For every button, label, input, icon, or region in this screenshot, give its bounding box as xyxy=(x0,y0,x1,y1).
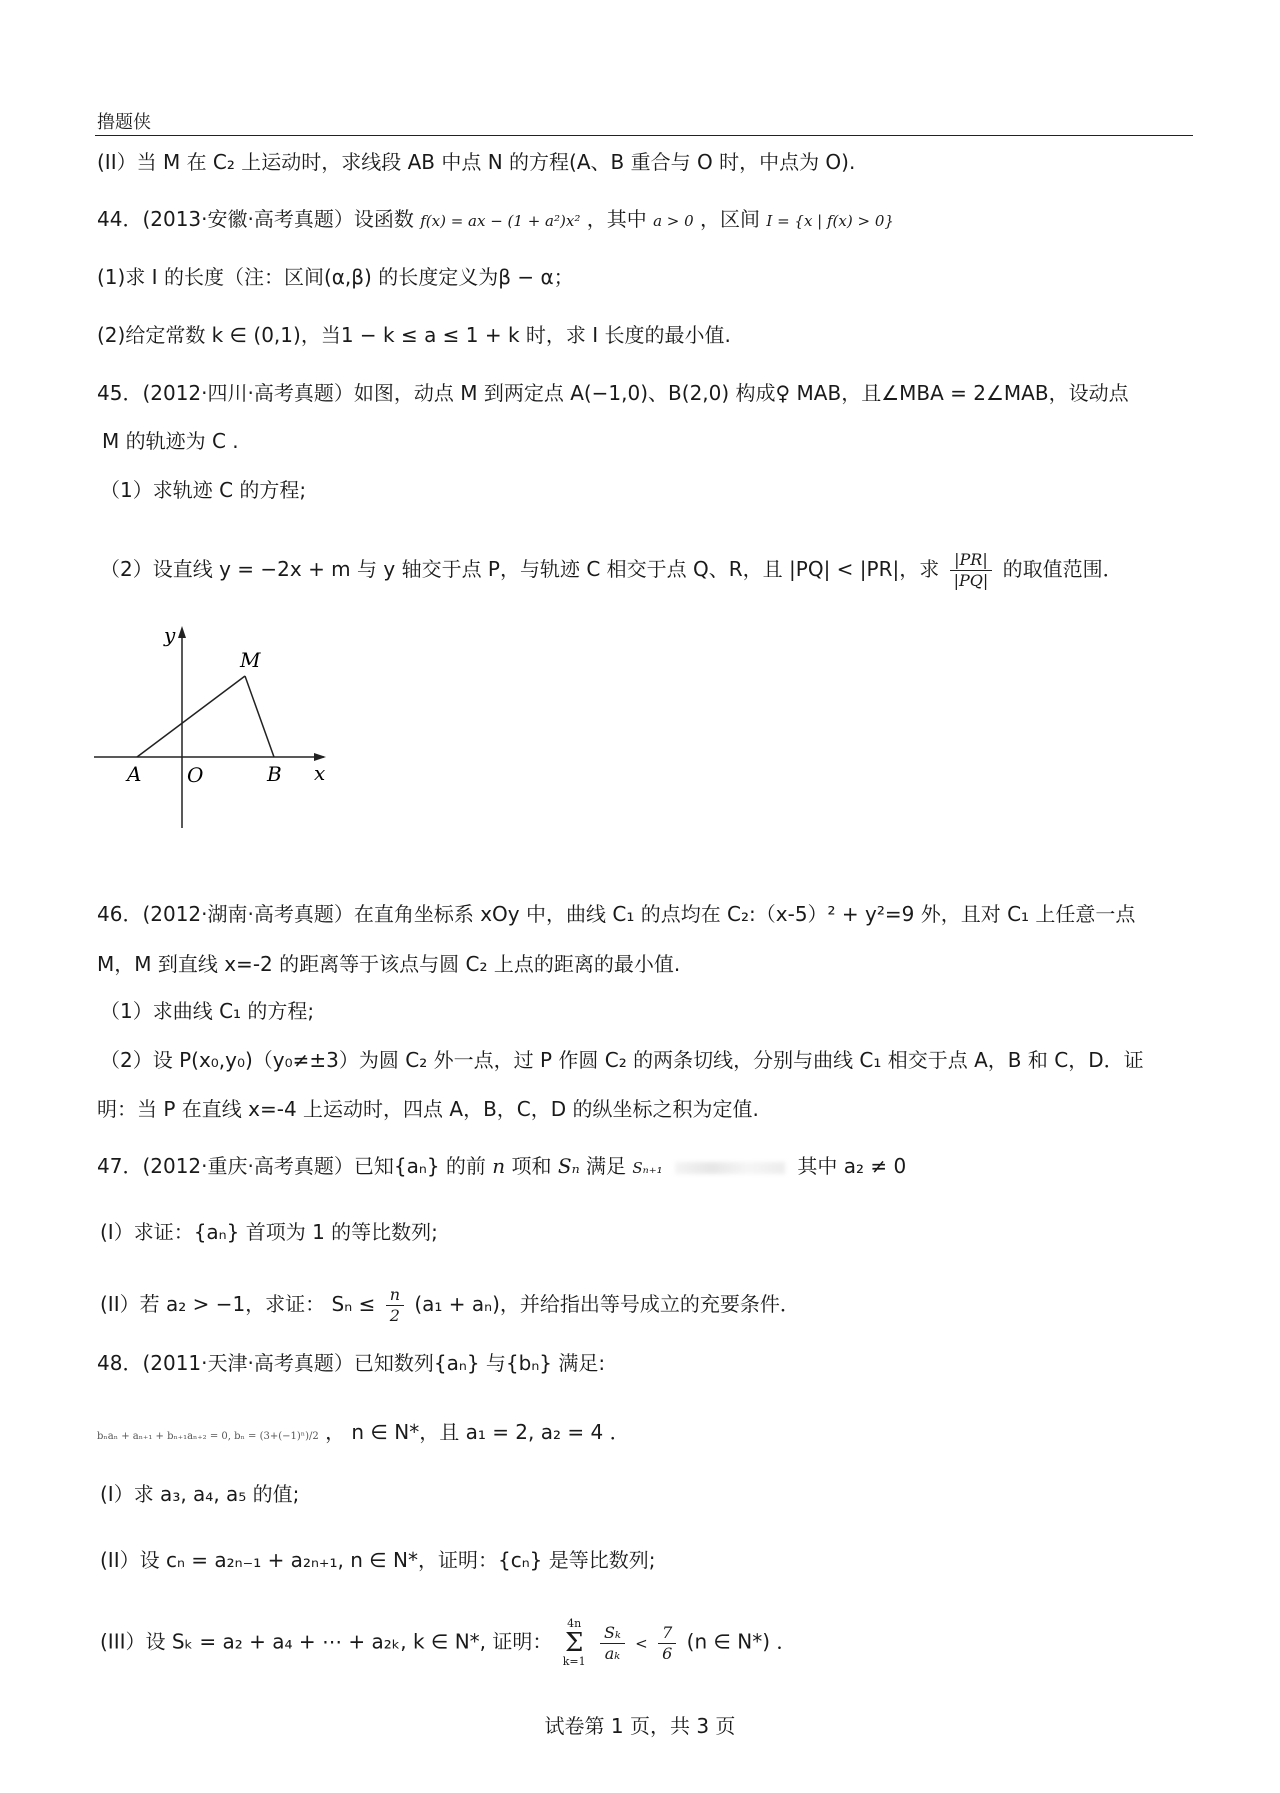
q44-set: I = {x | f(x) > 0} xyxy=(766,212,894,230)
segment-mb xyxy=(245,676,274,757)
q48-fraction-2 xyxy=(658,1623,676,1664)
q47-title-a: 47．(2012·重庆·高考真题）已知{aₙ} 的前 xyxy=(97,1154,486,1178)
question-45-title-cont: M 的轨迹为 C . xyxy=(102,429,239,453)
q47-fraction-num: n xyxy=(386,1285,404,1306)
q46-part-1: （1）求曲线 C₁ 的方程; xyxy=(100,999,315,1023)
q48-condition-formula: bₙaₙ + aₙ₊₁ + bₙ₊₁aₙ₊₂ = 0, bₙ = (3+(−1)ⁿ)/2 xyxy=(97,1431,319,1442)
q45-fraction xyxy=(950,550,993,591)
x-axis-arrow xyxy=(314,753,326,761)
q47-blurred-formula xyxy=(675,1162,785,1174)
label-a: A xyxy=(127,762,142,786)
triangle-figure xyxy=(92,620,352,840)
q44-func: f(x) = ax − (1 + a²)x² xyxy=(420,212,581,230)
label-y: y xyxy=(164,623,176,647)
label-b: B xyxy=(267,762,282,786)
q47-S1: Sₙ₊₁ xyxy=(632,1159,663,1177)
q44-cond: a > 0 xyxy=(653,212,694,230)
q45-part-2 xyxy=(100,550,1123,591)
q48-part-3 xyxy=(100,1618,796,1668)
question-46-title: 46．(2012·湖南·高考真题）在直角坐标系 xOy 中，曲线 C₁ 的点均在 C₂:（x-5）² + y²=9 外，且对 C₁ 上任意一点 xyxy=(97,902,1136,926)
q47-part-2 xyxy=(100,1285,800,1326)
q44-part-1: (1)求 I 的长度（注：区间(α,β) 的长度定义为β − α； xyxy=(97,265,574,289)
q48-part-2: (II）设 cₙ = a₂ₙ₋₁ + a₂ₙ₊₁, n ∈ N*，证明：{cₙ} 是等比数列; xyxy=(100,1548,656,1572)
q48-lt: < xyxy=(635,1634,648,1653)
q47-part-2-a: (II）若 a₂ > −1，求证： Sₙ ≤ xyxy=(100,1292,376,1316)
q44-part-2: (2)给定常数 k ∈ (0,1)，当1 − k ≤ a ≤ 1 + k 时，求 I 长度的最小值. xyxy=(97,323,731,347)
q47-title-b: 项和 xyxy=(511,1154,552,1178)
q44-prev-part-ii: (II）当 M 在 C₂ 上运动时，求线段 AB 中点 N 的方程(A、B 重合与 O 时，中点为 O). xyxy=(97,150,856,174)
q47-title-d: 其中 a₂ ≠ 0 xyxy=(797,1154,907,1178)
q48-summation xyxy=(563,1618,586,1668)
q48-fraction-1-num: Sₖ xyxy=(600,1623,625,1644)
q45-part-2-end: 的取值范围． xyxy=(1002,557,1123,581)
question-45-title: 45．(2012·四川·高考真题）如图，动点 M 到两定点 A(−1,0)、B(2,0) 构成♀ MAB，且∠MBA = 2∠MAB，设动点 xyxy=(97,381,1129,405)
q48-fraction-1-den: aₖ xyxy=(604,1643,621,1663)
q46-part-2: （2）设 P(x₀,y₀)（y₀≠±3）为圆 C₂ 外一点，过 P 作圆 C₂ 的两条切线，分别与曲线 C₁ 相交于点 A，B 和 C，D．证 xyxy=(100,1048,1144,1072)
question-44-title xyxy=(97,205,894,235)
q45-fraction-den: |PQ| xyxy=(953,571,989,590)
q47-n: n xyxy=(492,1154,506,1178)
q44-title-a: 44．(2013·安徽·高考真题）设函数 xyxy=(97,207,414,231)
q47-fraction xyxy=(386,1285,404,1326)
question-46-title-cont: M，M 到直线 x=-2 的距离等于该点与圆 C₂ 上点的距离的最小值. xyxy=(97,952,681,976)
label-x: x xyxy=(314,761,326,785)
q48-sum-sign: Σ xyxy=(565,1628,584,1658)
q48-fraction-2-den: 6 xyxy=(662,1643,673,1663)
q48-sum-top: 4n xyxy=(567,1617,582,1630)
q48-part-3-b: (n ∈ N*) ． xyxy=(686,1629,797,1654)
q45-fraction-num: |PR| xyxy=(950,550,993,571)
q45-part-2-text: （2）设直线 y = −2x + m 与 y 轴交于点 P，与轨迹 C 相交于点 Q、R，且 |PQ| < |PR|，求 xyxy=(100,557,940,581)
q47-title-c: 满足 xyxy=(586,1154,627,1178)
header-title: 撸题侠 xyxy=(97,112,151,133)
y-axis-arrow xyxy=(178,626,186,638)
question-47-title xyxy=(97,1152,906,1182)
question-48-title: 48．(2011·天津·高考真题）已知数列{aₙ} 与{bₙ} 满足: xyxy=(97,1351,606,1375)
header-divider xyxy=(95,135,1193,136)
q46-part-2-cont: 明：当 P 在直线 x=-4 上运动时，四点 A，B，C，D 的纵坐标之积为定值. xyxy=(97,1097,759,1121)
q44-title-b: ，其中 xyxy=(586,207,647,231)
q47-fraction-den: 2 xyxy=(389,1306,400,1325)
q48-part-3-a: (III）设 Sₖ = a₂ + a₄ + ⋯ + a₂ₖ, k ∈ N*, 证明： xyxy=(100,1629,553,1654)
q48-fraction-2-num: 7 xyxy=(658,1623,676,1644)
segment-am xyxy=(137,676,245,757)
label-m: M xyxy=(240,648,261,672)
q47-S: Sₙ xyxy=(557,1154,580,1178)
q48-part-1: (I）求 a₃, a₄, a₅ 的值; xyxy=(100,1482,300,1506)
q48-fraction-1 xyxy=(600,1623,625,1664)
q47-part-2-b: (a₁ + aₙ)，并给指出等号成立的充要条件． xyxy=(414,1292,800,1316)
label-o: O xyxy=(187,763,204,787)
q44-title-c: ，区间 xyxy=(700,207,761,231)
q45-part-1: （1）求轨迹 C 的方程; xyxy=(100,478,307,502)
page-footer: 试卷第 1 页，共 3 页 xyxy=(544,1714,736,1738)
q48-condition xyxy=(97,1418,630,1451)
q47-part-1: (I）求证：{aₙ} 首项为 1 的等比数列; xyxy=(100,1220,438,1244)
q48-condition-rest: ， n ∈ N*，且 a₁ = 2, a₂ = 4 ． xyxy=(325,1420,630,1444)
q48-sum-bot: k=1 xyxy=(562,1655,586,1668)
